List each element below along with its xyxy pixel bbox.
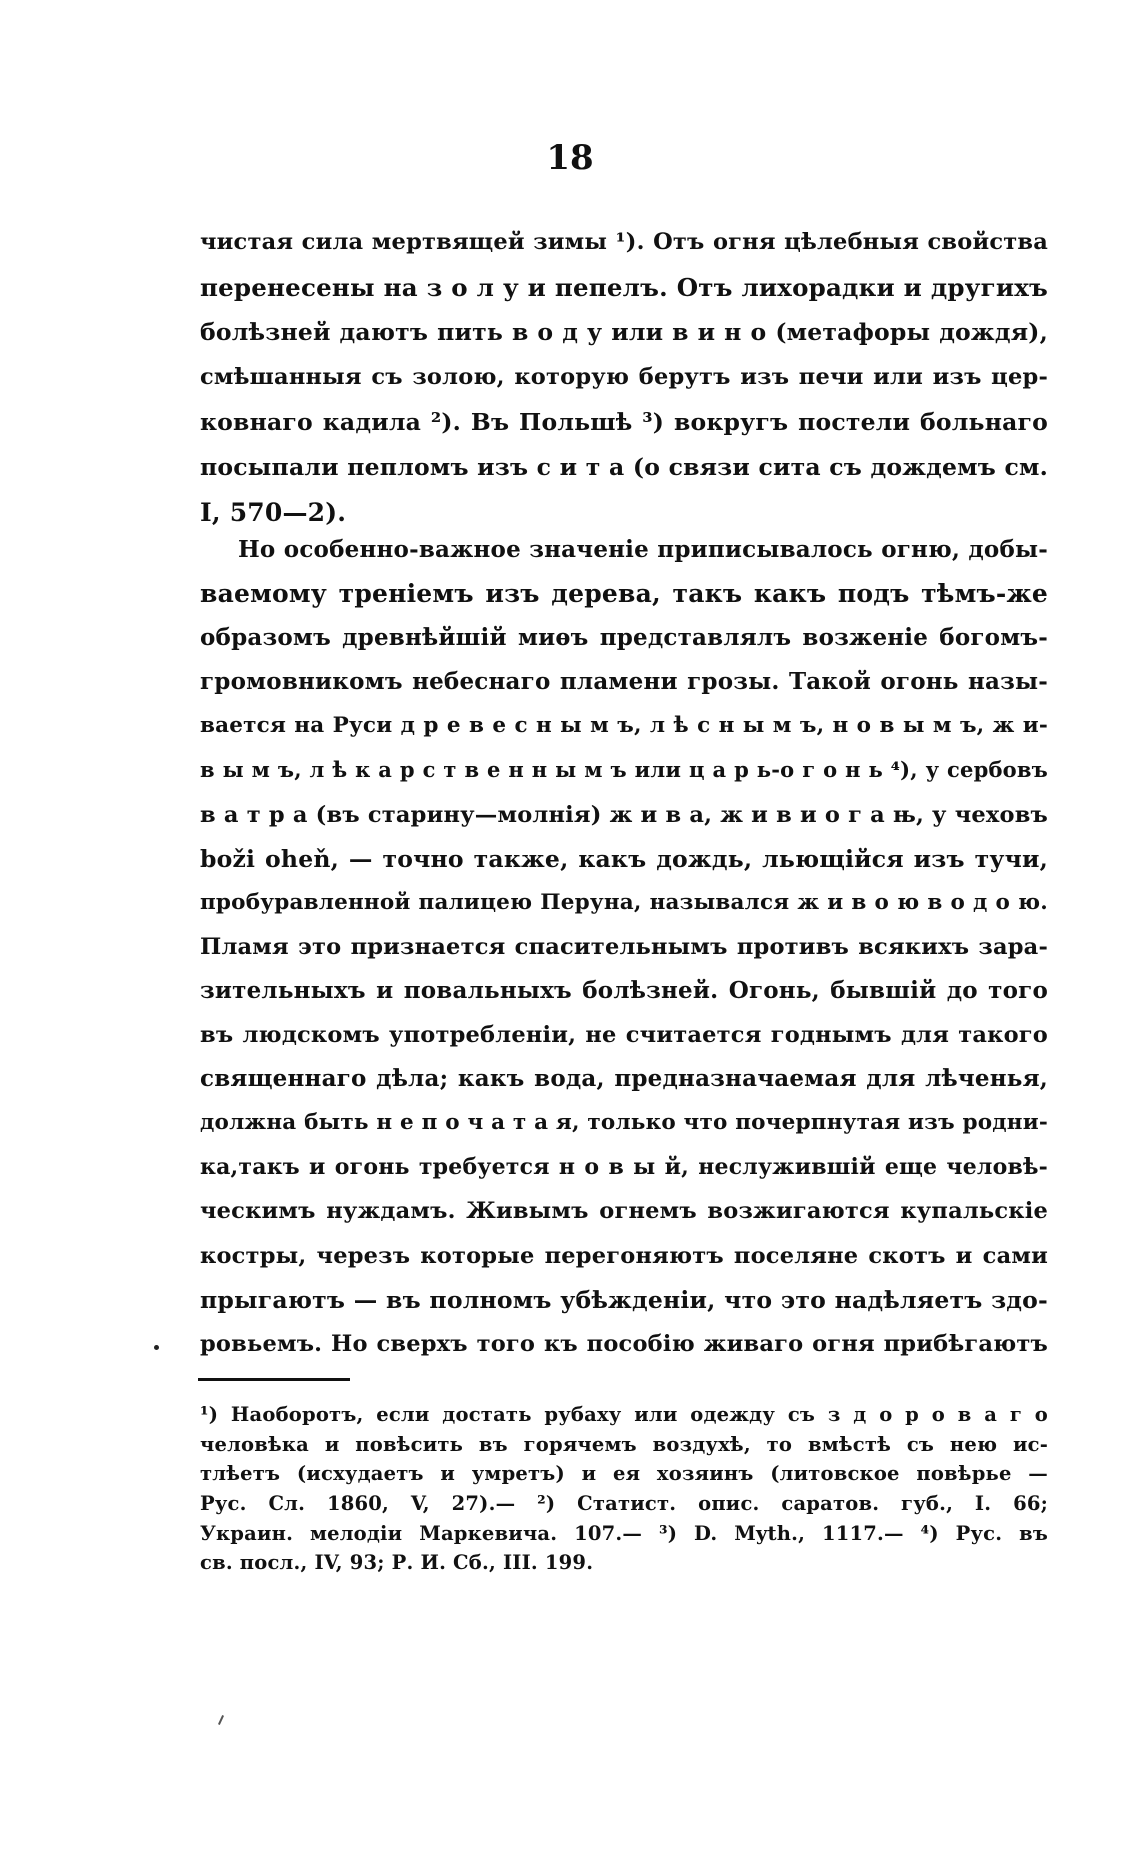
page-number: 18 (546, 138, 594, 178)
footnote-divider (198, 1378, 350, 1381)
text-line: прыгаютъ — въ полномъ убѣжденiи, что это надѣляетъ здо- (200, 1285, 1048, 1314)
margin-mark (218, 1715, 224, 1725)
text-line: болѣзней даютъ пить в о д у или в и н о (метафоры дождя), (200, 318, 1048, 346)
text-line: в а т р а (въ старину—молнiя) ж и в а, ж и в и о г а њ, у чеховъ (200, 801, 1048, 828)
text-line: ковнаго кадила ²). Въ Польшѣ ³) вокругъ постели больнаго (200, 408, 1048, 436)
text-line: должна быть н е п о ч а т а я, только что почерпнутая изъ родни- (200, 1110, 1048, 1136)
footnotes (200, 1400, 1048, 1578)
paragraph-1 (200, 220, 1048, 535)
text-line: Но особенно-важное значенiе приписывалось огню, добы- (238, 536, 1048, 563)
text-line: перенесены на з о л у и пепелъ. Отъ лихорадки и другихъ (200, 273, 1048, 302)
text-line: ка,такъ и огонь требуется н о в ы й, неслужившiй еще человѣ- (200, 1154, 1048, 1181)
text-line: пробуравленной палицею Перуна, назывался ж и в о ю в о д о ю. (200, 889, 1048, 915)
text-line: božі oheň, — точно также, какъ дождь, льющiйся изъ тучи, (200, 844, 1048, 873)
text-line: в ы м ъ, л ѣ к а р с т в е н н ы м ъ или ц а р ь-о г о н ь ⁴), у сербовъ (200, 757, 1048, 783)
text-line: зительныхъ и повальныхъ болѣзней. Огонь, бывшiй до того (200, 976, 1048, 1004)
footnote-line: Рус. Сл. 1860, V, 27).— ²) Статист. опис. саратов. губ., I. 66; (200, 1492, 1048, 1516)
text-line: священнаго дѣла; какъ вода, предназначаемая для лѣченья, (200, 1065, 1048, 1093)
text-line: ческимъ нуждамъ. Живымъ огнемъ возжигаются купальскiе (200, 1198, 1048, 1225)
text-line: смѣшанныя съ золою, которую берутъ изъ печи или изъ цер- (200, 364, 1048, 390)
footnote-line: тлѣетъ (исхудаетъ и умретъ) и ея хозяинъ (литовское повѣрье — (200, 1462, 1048, 1486)
text-line: Пламя это признается спасительнымъ противъ всякихъ зара- (200, 933, 1048, 960)
text-line: ровьемъ. Но сверхъ того къ пособiю живаго огня прибѣгаютъ (200, 1330, 1048, 1357)
text-line: ваемому тренiемъ изъ дерева, такъ какъ подъ тѣмъ-же (200, 579, 1048, 609)
text-line: чистая сила мертвящей зимы ¹). Отъ огня цѣлебныя свойства (200, 229, 1048, 255)
footnote-line: св. посл., IV, 93; Р. И. Сб., III. 199. (200, 1551, 594, 1575)
text-line: I, 570—2). (200, 498, 347, 527)
margin-mark (154, 1345, 159, 1350)
footnote-line: человѣка и повѣсить въ горячемъ воздухѣ, то вмѣстѣ съ нею ис- (200, 1432, 1048, 1456)
footnote-line: ¹) Наоборотъ, если достать рубаху или одежду съ з д о р о в а г о (200, 1403, 1048, 1426)
text-line: вается на Руси д р е в е с н ы м ъ, л ѣ с н ы м ъ, н о в ы м ъ, ж и- (200, 713, 1048, 739)
text-line: костры, черезъ которые перегоняютъ поселяне скотъ и сами (200, 1242, 1048, 1269)
paragraph-2 (200, 528, 1048, 1366)
text-line: образомъ древнѣйшiй миѳъ представлялъ возженiе богомъ- (200, 624, 1048, 652)
footnote-line: Украин. мелодiи Маркевича. 107.— ³) D. Myth., 1117.— ⁴) Рус. въ (200, 1521, 1048, 1545)
text-line: въ людскомъ употребленiи, не считается годнымъ для такого (200, 1022, 1048, 1049)
text-line: громовникомъ небеснаго пламени грозы. Такой огонь назы- (200, 668, 1048, 696)
text-line: посыпали пепломъ изъ с и т а (о связи сита съ дождемъ см. (200, 453, 1048, 481)
